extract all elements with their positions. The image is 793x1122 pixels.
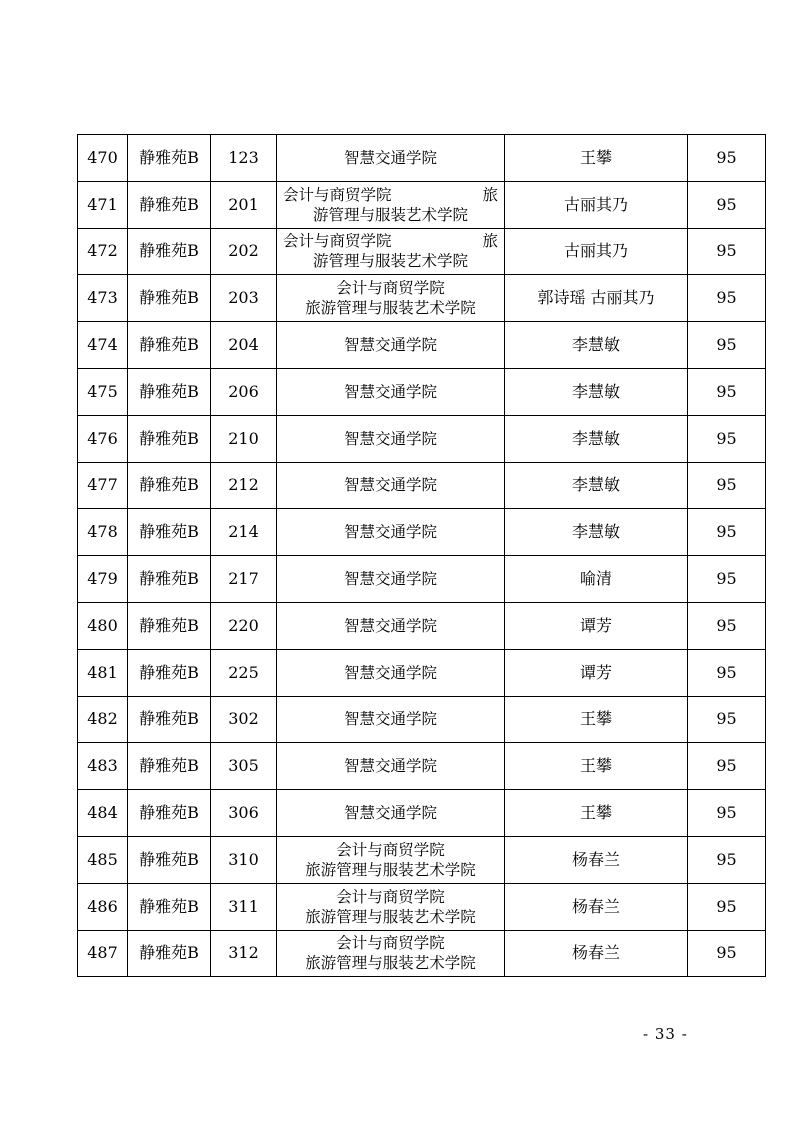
college-line: 会计与商贸学院 <box>283 185 392 204</box>
score-cell: 95 <box>688 649 766 696</box>
building-cell: 静雅苑B <box>128 181 211 228</box>
room-number-cell: 204 <box>211 322 277 369</box>
building-cell: 静雅苑B <box>128 556 211 603</box>
college-cell <box>277 181 505 228</box>
table-row <box>78 649 766 696</box>
teacher-cell: 王攀 <box>505 135 688 182</box>
college-cell <box>277 462 505 509</box>
score-cell: 95 <box>688 415 766 462</box>
table-row <box>78 135 766 182</box>
table-row <box>78 368 766 415</box>
college-line: 旅 <box>482 185 498 204</box>
room-number-cell: 201 <box>211 181 277 228</box>
building-cell: 静雅苑B <box>128 228 211 275</box>
room-number-cell: 123 <box>211 135 277 182</box>
table-row <box>78 930 766 977</box>
college-cell <box>277 696 505 743</box>
college-cell <box>277 743 505 790</box>
table-row <box>78 790 766 837</box>
teacher-cell: 杨春兰 <box>505 836 688 883</box>
teacher-cell: 喻清 <box>505 556 688 603</box>
table-row <box>78 322 766 369</box>
building-cell: 静雅苑B <box>128 602 211 649</box>
row-number-cell: 470 <box>78 135 128 182</box>
teacher-cell: 古丽其乃 <box>505 228 688 275</box>
building-cell: 静雅苑B <box>128 462 211 509</box>
building-cell: 静雅苑B <box>128 790 211 837</box>
building-cell: 静雅苑B <box>128 743 211 790</box>
row-number-cell: 473 <box>78 275 128 322</box>
college-cell <box>277 930 505 977</box>
college-line: 游管理与服装艺术学院 <box>312 252 468 271</box>
room-number-cell: 310 <box>211 836 277 883</box>
score-cell: 95 <box>688 228 766 275</box>
row-number-cell: 480 <box>78 602 128 649</box>
dormitory-score-table <box>77 134 766 977</box>
row-number-cell: 475 <box>78 368 128 415</box>
room-number-cell: 225 <box>211 649 277 696</box>
row-number-cell: 479 <box>78 556 128 603</box>
college-line: 旅游管理与服装艺术学院 <box>305 860 476 879</box>
college-line: 旅 <box>482 232 498 251</box>
college-cell <box>277 415 505 462</box>
room-number-cell: 217 <box>211 556 277 603</box>
building-cell: 静雅苑B <box>128 509 211 556</box>
row-number-cell: 483 <box>78 743 128 790</box>
teacher-cell: 杨春兰 <box>505 883 688 930</box>
building-cell: 静雅苑B <box>128 275 211 322</box>
college-cell <box>277 275 505 322</box>
teacher-cell: 谭芳 <box>505 649 688 696</box>
college-line: 智慧交通学院 <box>343 382 437 401</box>
table-row <box>78 462 766 509</box>
college-cell <box>277 790 505 837</box>
building-cell: 静雅苑B <box>128 696 211 743</box>
teacher-cell: 古丽其乃 <box>505 181 688 228</box>
college-line: 智慧交通学院 <box>343 523 437 542</box>
college-line: 智慧交通学院 <box>343 616 437 635</box>
score-cell: 95 <box>688 696 766 743</box>
row-number-cell: 471 <box>78 181 128 228</box>
teacher-cell: 李慧敏 <box>505 462 688 509</box>
college-line: 会计与商贸学院 <box>336 840 445 859</box>
college-line: 智慧交通学院 <box>343 663 437 682</box>
score-cell: 95 <box>688 743 766 790</box>
teacher-cell: 李慧敏 <box>505 509 688 556</box>
table-row <box>78 743 766 790</box>
college-line: 智慧交通学院 <box>343 804 437 823</box>
score-cell: 95 <box>688 181 766 228</box>
table-row <box>78 228 766 275</box>
room-number-cell: 202 <box>211 228 277 275</box>
row-number-cell: 482 <box>78 696 128 743</box>
teacher-cell: 杨春兰 <box>505 930 688 977</box>
score-cell: 95 <box>688 368 766 415</box>
building-cell: 静雅苑B <box>128 322 211 369</box>
score-cell: 95 <box>688 556 766 603</box>
college-cell <box>277 883 505 930</box>
room-number-cell: 305 <box>211 743 277 790</box>
room-number-cell: 302 <box>211 696 277 743</box>
college-cell <box>277 509 505 556</box>
score-cell: 95 <box>688 836 766 883</box>
table-row <box>78 696 766 743</box>
college-cell <box>277 228 505 275</box>
room-number-cell: 212 <box>211 462 277 509</box>
college-line: 游管理与服装艺术学院 <box>312 205 468 224</box>
room-number-cell: 311 <box>211 883 277 930</box>
score-cell: 95 <box>688 135 766 182</box>
teacher-cell: 谭芳 <box>505 602 688 649</box>
college-cell <box>277 649 505 696</box>
teacher-cell: 李慧敏 <box>505 415 688 462</box>
college-line: 会计与商贸学院 <box>283 232 392 251</box>
building-cell: 静雅苑B <box>128 930 211 977</box>
row-number-cell: 474 <box>78 322 128 369</box>
score-cell: 95 <box>688 602 766 649</box>
page-number: - 33 - <box>643 1025 688 1043</box>
teacher-cell: 王攀 <box>505 790 688 837</box>
college-line: 旅游管理与服装艺术学院 <box>305 954 476 973</box>
building-cell: 静雅苑B <box>128 135 211 182</box>
row-number-cell: 487 <box>78 930 128 977</box>
table-row <box>78 602 766 649</box>
row-number-cell: 481 <box>78 649 128 696</box>
room-number-cell: 210 <box>211 415 277 462</box>
teacher-cell: 王攀 <box>505 743 688 790</box>
room-number-cell: 220 <box>211 602 277 649</box>
table-row <box>78 836 766 883</box>
score-cell: 95 <box>688 275 766 322</box>
score-cell: 95 <box>688 930 766 977</box>
building-cell: 静雅苑B <box>128 836 211 883</box>
college-line: 智慧交通学院 <box>343 148 437 167</box>
room-number-cell: 214 <box>211 509 277 556</box>
college-line: 会计与商贸学院 <box>336 279 445 298</box>
score-cell: 95 <box>688 462 766 509</box>
building-cell: 静雅苑B <box>128 415 211 462</box>
college-line: 旅游管理与服装艺术学院 <box>305 299 476 318</box>
table-row <box>78 181 766 228</box>
table-row <box>78 509 766 556</box>
row-number-cell: 476 <box>78 415 128 462</box>
table-row <box>78 556 766 603</box>
teacher-cell: 李慧敏 <box>505 368 688 415</box>
teacher-cell: 王攀 <box>505 696 688 743</box>
score-cell: 95 <box>688 790 766 837</box>
college-line: 智慧交通学院 <box>343 710 437 729</box>
college-cell <box>277 836 505 883</box>
college-line: 会计与商贸学院 <box>336 887 445 906</box>
row-number-cell: 478 <box>78 509 128 556</box>
college-line: 智慧交通学院 <box>343 476 437 495</box>
table-row <box>78 883 766 930</box>
table-row <box>78 415 766 462</box>
room-number-cell: 206 <box>211 368 277 415</box>
score-cell: 95 <box>688 883 766 930</box>
row-number-cell: 477 <box>78 462 128 509</box>
college-cell <box>277 322 505 369</box>
building-cell: 静雅苑B <box>128 649 211 696</box>
college-cell <box>277 135 505 182</box>
college-cell <box>277 556 505 603</box>
row-number-cell: 484 <box>78 790 128 837</box>
row-number-cell: 485 <box>78 836 128 883</box>
room-number-cell: 312 <box>211 930 277 977</box>
teacher-cell: 李慧敏 <box>505 322 688 369</box>
building-cell: 静雅苑B <box>128 883 211 930</box>
room-number-cell: 203 <box>211 275 277 322</box>
college-line: 会计与商贸学院 <box>336 934 445 953</box>
building-cell: 静雅苑B <box>128 368 211 415</box>
college-line: 智慧交通学院 <box>343 429 437 448</box>
college-line: 智慧交通学院 <box>343 336 437 355</box>
college-line: 智慧交通学院 <box>343 570 437 589</box>
score-cell: 95 <box>688 322 766 369</box>
college-cell <box>277 368 505 415</box>
college-line: 智慧交通学院 <box>343 757 437 776</box>
row-number-cell: 472 <box>78 228 128 275</box>
room-number-cell: 306 <box>211 790 277 837</box>
table-body <box>78 135 766 977</box>
teacher-cell: 郭诗瑶 古丽其乃 <box>505 275 688 322</box>
college-line: 旅游管理与服装艺术学院 <box>305 907 476 926</box>
college-cell <box>277 602 505 649</box>
table-row <box>78 275 766 322</box>
row-number-cell: 486 <box>78 883 128 930</box>
score-cell: 95 <box>688 509 766 556</box>
